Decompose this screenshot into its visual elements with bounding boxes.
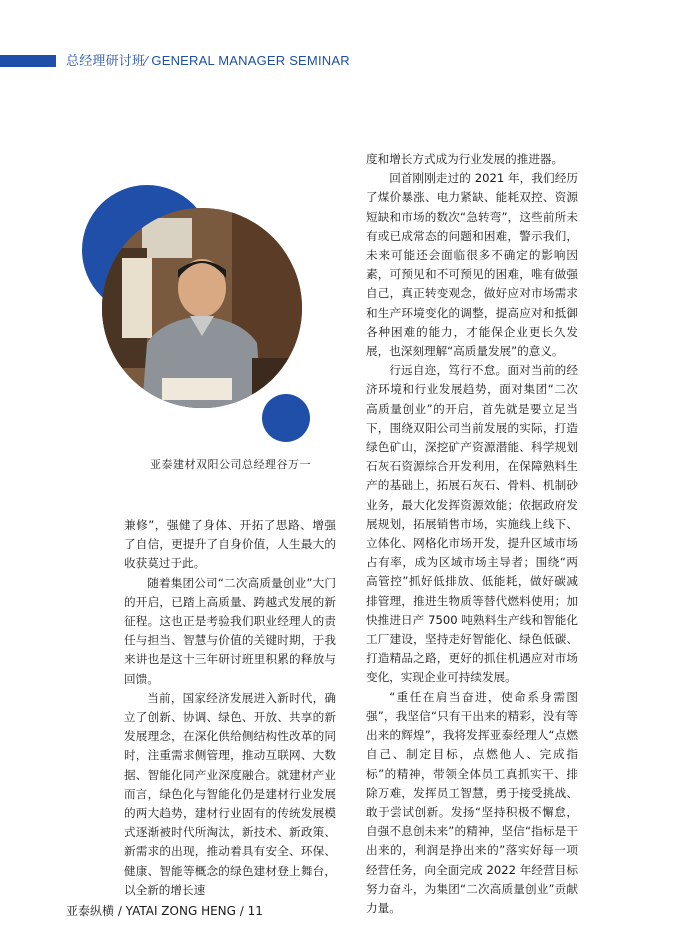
paragraph: 度和增长方式成为行业发展的推进器。 (366, 152, 564, 166)
portrait-illustration (102, 208, 302, 408)
paragraph: 兼修”，强健了身体、开拓了思路、增强了自信，更提升了自身价值，人生最大的收获莫过于此。 (124, 518, 336, 571)
decorative-circle-small (262, 394, 310, 442)
paragraph: 回首刚刚走过的 2021 年，我们经历了煤价暴涨、电力紧缺、能耗双控、资源短缺和市场的数次“急转弯”，这些前所未有或已成常态的问题和困难，警示我们，未来可能还会面临很多不确定的影响因素，可预见和不可预见的困难，唯有做强自己，真正转变观念，做好应对市场需求和生产环境变化的调整，提高应对和抵御各种困难的能力，才能保企业更长久发展，也深刻理解“高质量发展”的意义。 (366, 171, 578, 359)
section-title-cn: 总经理研讨班 (66, 54, 146, 69)
portrait-figure (0, 0, 700, 460)
photo-caption: 亚泰建材双阳公司总经理谷万一 (150, 458, 311, 471)
header-accent-bar (0, 55, 56, 67)
decorative-circle-large (82, 185, 212, 315)
section-title-en: ∕ GENERAL MANAGER SEMINAR (145, 53, 350, 68)
paragraph: 行远自迩，笃行不怠。面对当前的经济环境和行业发展趋势，面对集团“二次高质量创业”的开启，首先就是要立足当下，围绕双阳公司当前发展的实际，打造绿色矿山，深挖矿产资源潜能、科学规划石灰石资源综合开发利用，在保障熟料生产的基础上，拓展石灰石、骨料、机制砂业务，最大化发挥资源效能；依据政府发展规划，拓展销售市场，实施线上线下、立体化、网格化市场开发，提升区域市场占有率，成为区域市场主导者；围绕“两高管控”抓好低排放、低能耗，做好碳减排管理，推进生物质等替代燃料使用；加快推进日产 7500 吨熟料生产线和智能化工厂建设，坚持走好智能化、绿色低碳、打造精品之路，更好的抓住机遇应对市场变化，实现企业可持续发展。 (366, 363, 578, 685)
paragraph: 当前，国家经济发展进入新时代，确立了创新、协调、绿色、开放、共享的新发展理念，在深化供给侧结构性改革的同时，注重需求侧管理，推动互联网、大数据、智能化同产业深度融合。就建材产业而言，绿色化与智能化仍是建材行业发展的两大趋势，建材行业固有的传统发展模式逐渐被时代所淘汰，新技术、新政策、新需求的出现，推动着具有安全、环保、健康、智能等概念的绿色建材登上舞台，以全新的增长速 (124, 690, 336, 897)
page-footer: 亚泰纵横 ∕ YATAI ZONG HENG ∕ 11 (66, 904, 263, 918)
portrait-photo (102, 208, 302, 408)
paragraph: 随着集团公司“二次高质量创业”大门的开启，已踏上高质量、跨越式发展的新征程。这也正是考验我们职业经理人的责任与担当、智慧与价值的关键时期，于我来讲也是这十三年研讨班里积累的释放与回馈。 (124, 575, 336, 686)
paragraph: “重任在肩当奋进，使命系身需图强”，我坚信“只有干出来的精彩，没有等出来的辉煌”，我将发挥亚泰经理人“点燃自己、制定目标，点燃他人、完成指标”的精神，带领全体员工真抓实干、排除万难，发挥员工智慧，勇于接受挑战、敢于尝试创新。发扬“坚持积极不懈怠，自强不息创未来”的精神，坚信“指标是干出来的，利润是挣出来的”落实好每一项经营任务，向全面完成 2022 年经营目标努力奋斗，为集团“二次高质量创业”贡献力量。 (366, 689, 578, 915)
right-text-column (366, 150, 578, 918)
section-header (66, 50, 350, 69)
left-text-column (124, 516, 336, 900)
